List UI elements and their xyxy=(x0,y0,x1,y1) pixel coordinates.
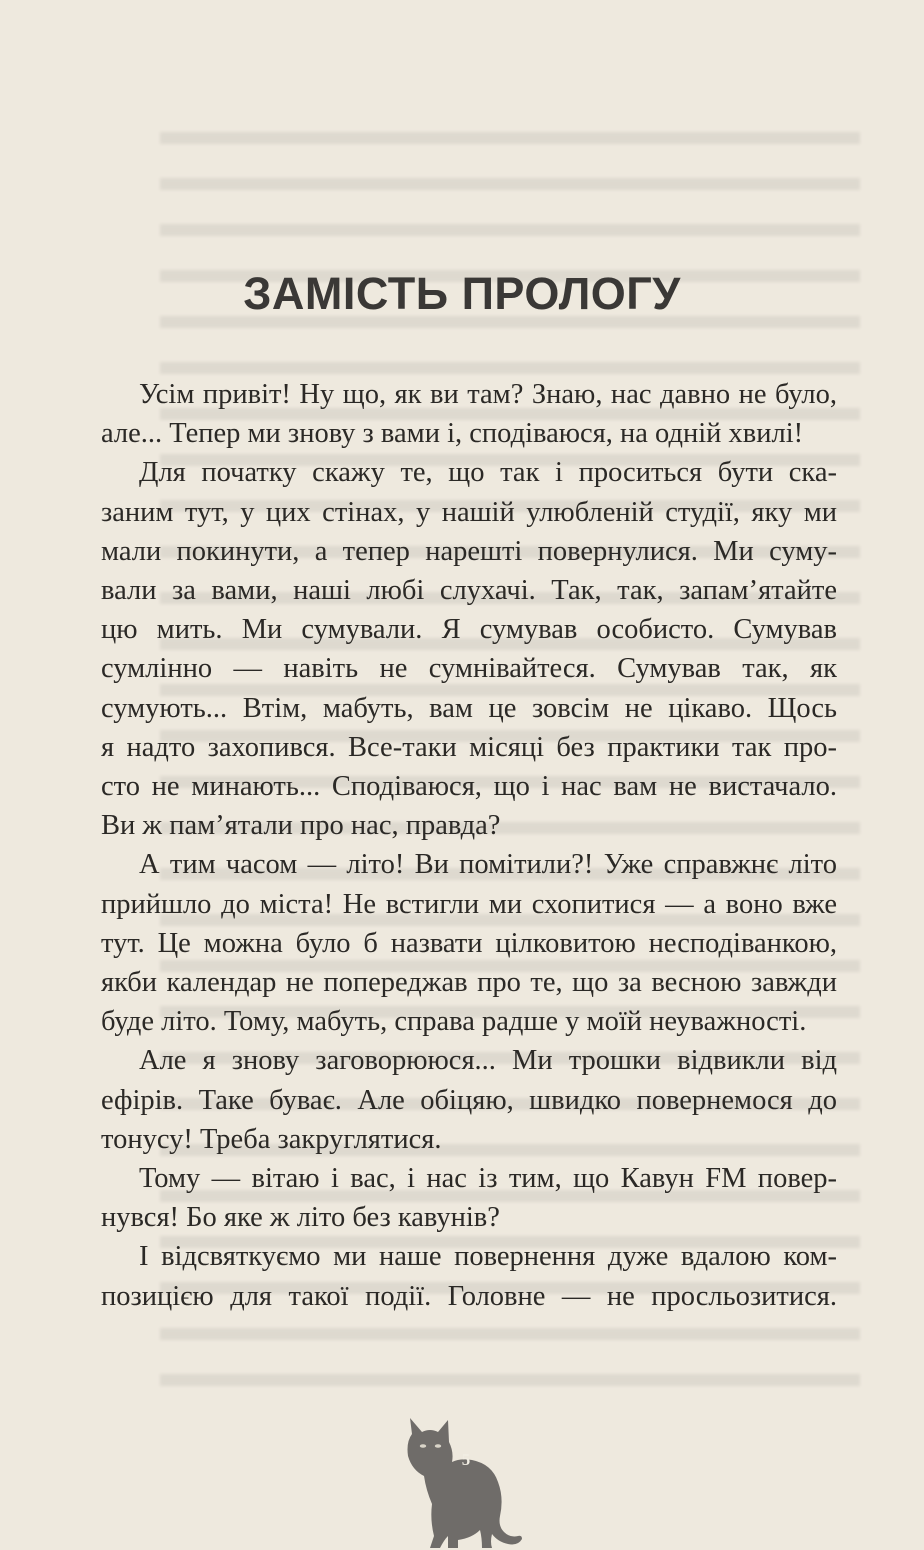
text-line: Тому — вітаю і вас, і нас із тим, що Кавун FM повер- xyxy=(139,1163,837,1195)
text-line: І відсвяткуємо ми наше повернення дуже вдалою ком- xyxy=(139,1241,837,1273)
text-line: вали за вами, наші любі слухачі. Так, так, запам’ятайте xyxy=(101,575,837,607)
text-line: сумують... Втім, мабуть, вам це зовсім не цікаво. Щось xyxy=(101,692,837,724)
text-line: буде літо. Тому, мабуть, справа радше у моїй неуважності. xyxy=(101,1006,807,1038)
text-line: ефірів. Таке буває. Але обіцяю, швидко повернемося до xyxy=(101,1084,837,1116)
text-line: прийшло до міста! Не встигли ми схопитися — а воно вже xyxy=(101,888,837,920)
cat-silhouette-icon xyxy=(400,1412,524,1550)
paragraph xyxy=(101,1237,837,1315)
text-line: сумлінно — навіть не сумнівайтеся. Сумував так, як xyxy=(101,653,837,685)
text-line: Ви ж пам’ятали про нас, правда? xyxy=(101,810,501,842)
text-line: сто не минають... Сподіваюся, що і нас вам не вистачало. xyxy=(101,771,837,803)
text-line: позицією для такої події. Головне — не просльозитися. xyxy=(101,1280,837,1312)
text-line: я надто захопився. Все-таки місяці без практики так про- xyxy=(101,731,837,763)
text-line: цю мить. Ми сумували. Я сумував особисто. Сумував xyxy=(101,614,837,646)
text-line: Але я знову заговорююся... Ми трошки відвикли від xyxy=(139,1045,837,1077)
paragraph xyxy=(101,453,837,845)
text-line: Усім привіт! Ну що, як ви там? Знаю, нас давно не було, xyxy=(139,379,837,410)
text-line: заним тут, у цих стінах, у нашій улюбленій студії, яку ми xyxy=(101,496,837,528)
chapter-title: ЗАМІСТЬ ПРОЛОГУ xyxy=(243,268,681,319)
paragraph xyxy=(101,375,837,453)
text-line: мали покинути, а тепер нарешті повернулися. Ми суму- xyxy=(101,535,837,567)
paragraph xyxy=(101,1159,837,1237)
text-line: А тим часом — літо! Ви помітили?! Уже справжнє літо xyxy=(139,849,837,881)
text-line: нувся! Бо яке ж літо без кавунів? xyxy=(101,1202,500,1234)
paragraph xyxy=(101,845,837,1041)
text-line: Для початку скажу те, що так і проситься бути ска- xyxy=(139,457,837,489)
paragraph xyxy=(101,1041,837,1159)
page-number: 5 xyxy=(461,1450,471,1469)
text-line: якби календар не попереджав про те, що за весною завжди xyxy=(101,967,837,999)
text-line: тонусу! Треба закруглятися. xyxy=(101,1123,442,1155)
text-line: тут. Це можна було б назвати цілковитою несподіванкою, xyxy=(101,927,837,959)
chapter-body xyxy=(101,375,837,1316)
text-line: але... Тепер ми знову з вами і, сподіваюся, на одній хвилі! xyxy=(101,418,804,450)
